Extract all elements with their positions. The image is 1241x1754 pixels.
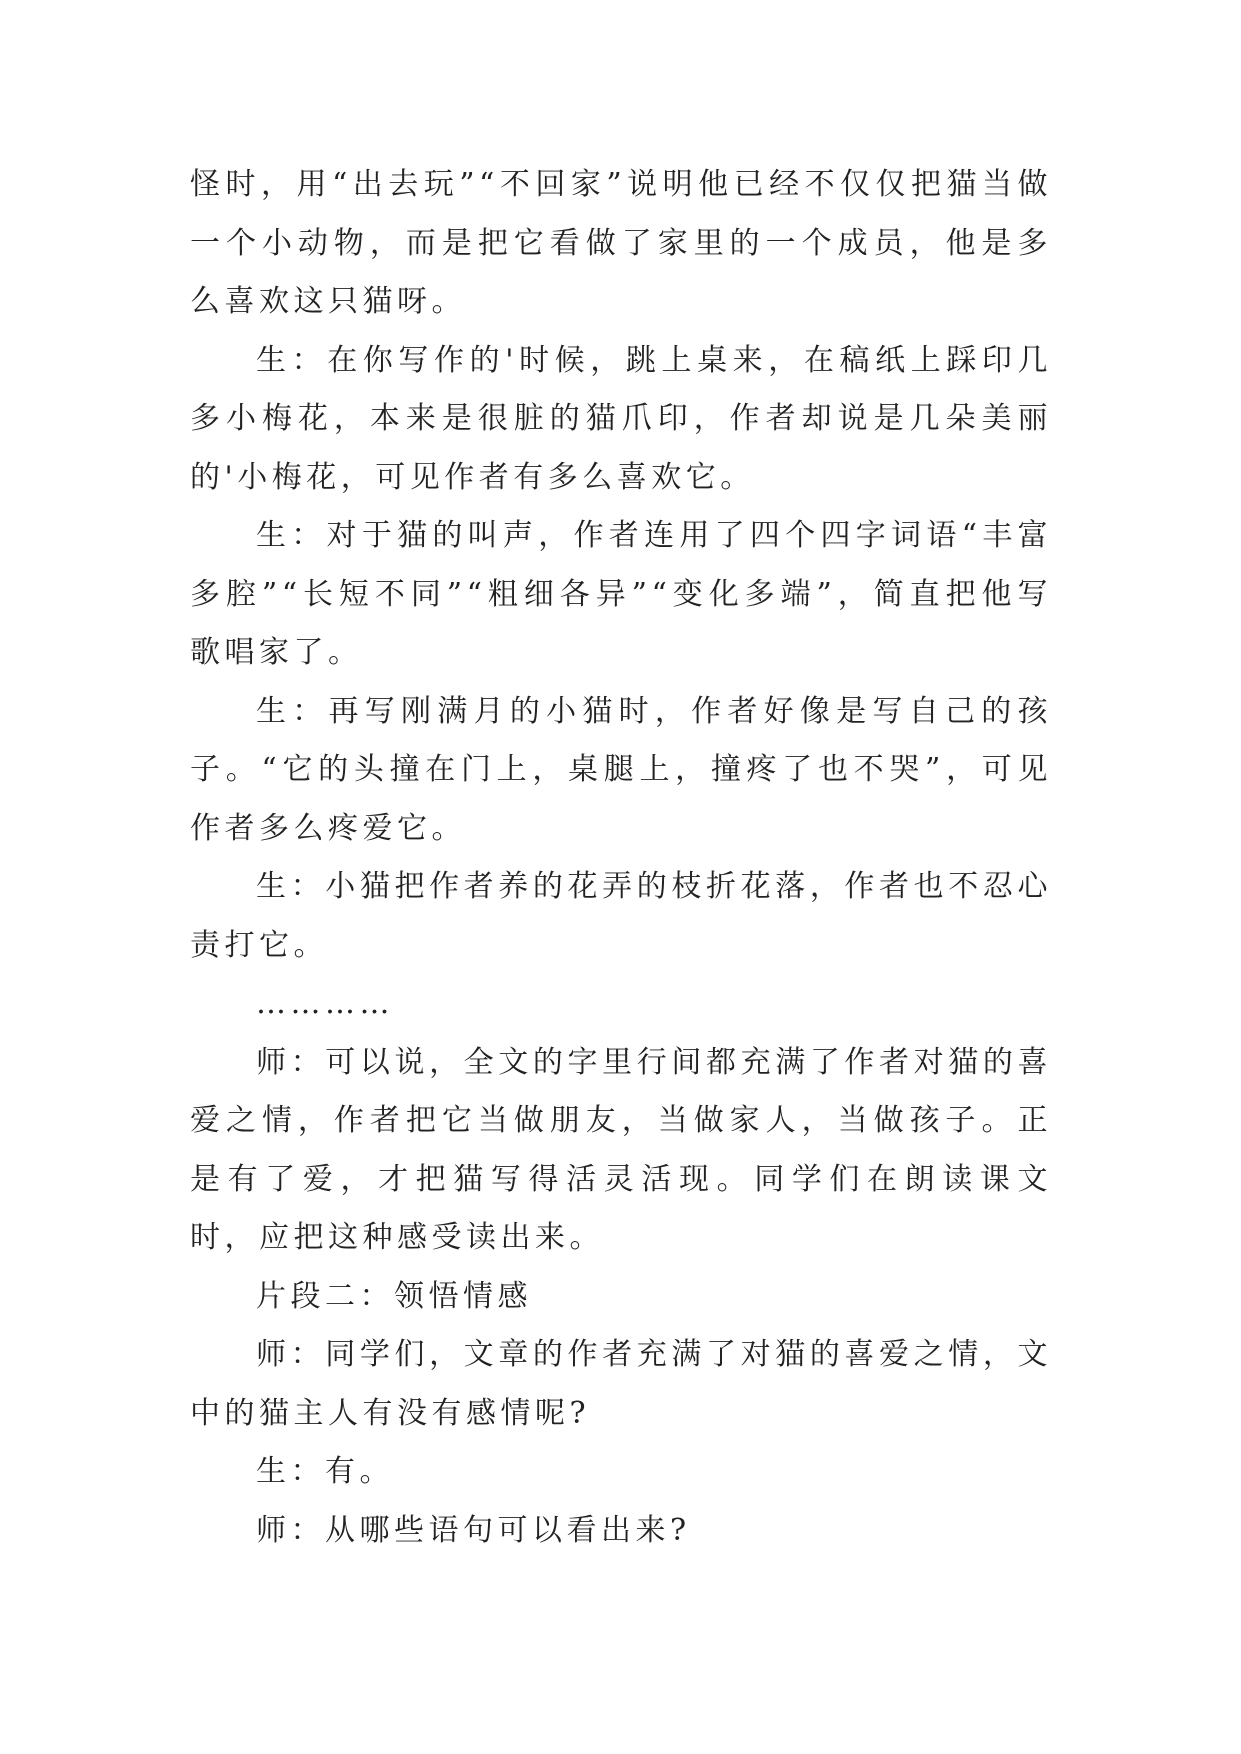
section-heading: 片段二：领悟情感 <box>256 1278 532 1314</box>
paragraph-ellipsis: ………… <box>256 986 394 1021</box>
document-body <box>190 156 1052 1560</box>
paragraph-teacher-summary: 师：可以说，全文的字里行间都充满了作者对猫的喜爱之情，作者把它当做朋友，当做家人，当做孩子。正是有了爱，才把猫写得活灵活现。同学们在朗读课文时，应把这种感受读出来。 <box>190 1044 1052 1255</box>
paragraph-student-answer-1: 生：在你写作的'时候，跳上桌来，在稿纸上踩印几多小梅花，本来是很脏的猫爪印，作者却说是几朵美丽的'小梅花，可见作者有多么喜欢它。 <box>190 342 1052 495</box>
paragraph-student-reply: 生：有。 <box>256 1454 394 1489</box>
paragraph-teacher-followup: 师：从哪些语句可以看出来? <box>256 1512 691 1548</box>
paragraph-teacher-question: 师：同学们，文章的作者充满了对猫的喜爱之情，文中的猫主人有没有感情呢? <box>190 1337 1052 1431</box>
paragraph-student-answer-3: 生：再写刚满月的小猫时，作者好像是写自己的孩子。“它的头撞在门上，桌腿上，撞疼了也不哭”，可见作者多么疼爱它。 <box>190 693 1052 846</box>
paragraph-student-answer-2: 生：对于猫的叫声，作者连用了四个四字词语“丰富多腔”“长短不同”“粗细各异”“变化多端”，简直把他写歌唱家了。 <box>190 518 1052 670</box>
paragraph-continuation: 怪时，用“出去玩”“不回家”说明他已经不仅仅把猫当做一个小动物，而是把它看做了家里的一个成员，他是多么喜欢这只猫呀。 <box>190 167 1052 319</box>
paragraph-student-answer-4: 生：小猫把作者养的花弄的枝折花落，作者也不忍心责打它。 <box>190 869 1052 963</box>
